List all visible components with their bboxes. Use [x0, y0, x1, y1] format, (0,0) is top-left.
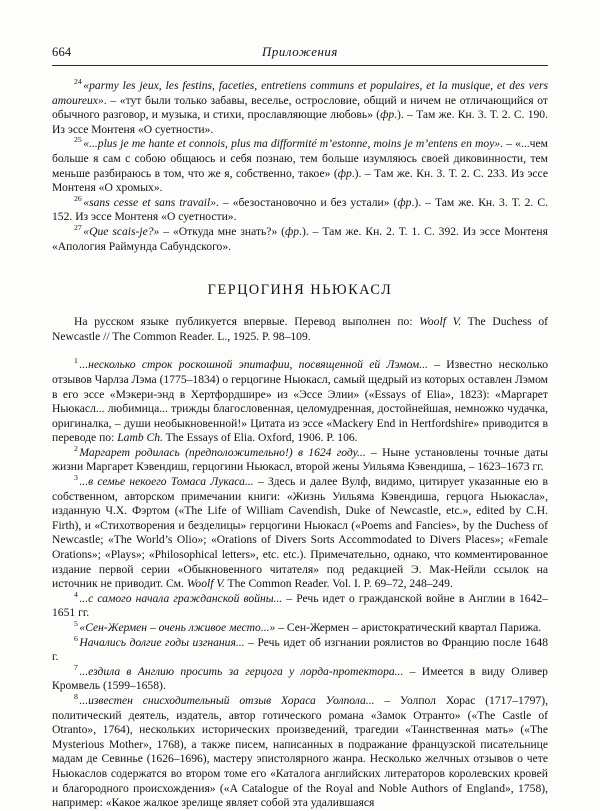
italic-run: ...ездила в Англию просить за герцога у лорда-протектора... — [79, 664, 404, 678]
italic-run: ...известен снисходительный отзыв Хораса Уолпола... — [79, 693, 375, 707]
footnote-marker: 8 — [74, 691, 78, 701]
footnote-marker: 3 — [74, 473, 78, 483]
running-head — [52, 36, 548, 66]
footnote-marker: 5 — [74, 619, 78, 628]
italic-run: фр — [285, 224, 300, 238]
italic-run: Начались долгие годы изгнания... — [79, 635, 245, 649]
text-run: The Common Reader. Vol. I. P. 69–72, 248–249. — [224, 577, 453, 591]
italic-run: ...несколько строк роскошной эпитафии, посвященной ей Лэмом... — [79, 358, 428, 372]
italic-run: Lamb Ch. — [117, 431, 163, 445]
italic-run: фр — [380, 108, 395, 122]
text-run: – Имеется в виду Оливер Кромвель (1599–1658). — [52, 664, 548, 693]
italic-run: ...с самого начала гражданской войны... — [79, 591, 283, 605]
text-run: . – «...чем больше я сам с собою общаюсь и себя познаю, тем больше изумляюсь своей диковинности, тем меньше разбираюсь в том, что же я, собственно, такое» ( — [52, 137, 548, 180]
italic-run: «sans cesse et sans travail» — [83, 195, 216, 209]
header-rule — [52, 65, 548, 66]
italic-run: «parmy les jeux, les festins, faceties, entretiens communs et populaires, et la musique, et des vers amoureux» — [52, 79, 548, 107]
footnote — [52, 193, 548, 225]
italic-run: «Que scais-je?» — [83, 224, 160, 238]
footnote — [52, 475, 548, 592]
text-run: .). – Там же. Кн. 2. Т. 1. С. 392. Из эссе Монтеня «Апология Раймунда Сабундского». — [52, 224, 548, 253]
footnote-marker: 27 — [74, 222, 82, 232]
text-run: . – «безостановочно и без устали» ( — [216, 195, 398, 209]
section-title: ГЕРЦОГИНЯ НЬЮКАСЛ — [207, 282, 393, 299]
italic-run: фр — [337, 166, 352, 180]
footnote-marker: 7 — [74, 662, 78, 672]
text-run: .). – Там же. Кн. 3. Т. 2. С. 152. Из эссе Монтеня «О суетности». — [52, 195, 548, 224]
italic-run: «Сен-Жермен – очень лживое место...» — [79, 621, 276, 634]
text-run: .). – Там же. Кн. 3. Т. 2. С. 190. Из эссе Монтеня «О суетности». — [52, 108, 549, 136]
footnote — [52, 443, 548, 475]
text-run: – Речь идет об изгнании роялистов во Францию после 1648 г. — [52, 635, 548, 664]
italic-run: Маргарет родилась (предположительно!) в 1624 году... — [79, 445, 366, 459]
italic-run: Woolf V. — [186, 577, 225, 591]
page-content — [52, 0, 548, 811]
text-run: – Ныне установлены точные даты жизни Маргарет Кэвендиш, герцогини Ньюкасл, второй жены Уильяма Кэвендиша, – 1623–1673 гг. — [52, 445, 548, 474]
source-note — [52, 315, 548, 344]
text-run: – Уолпол Хорас (1717–1797), политический деятель, издатель, автор готического романа «Замок Отранто» («The Castle of Otranto», 1764), нескольких исторических произведений, трагедии «Таинственная мать» («The Mysterious Mother», 1768), а также писем, написанных в подражание французской писательнице мадам де Севинье (1626–1696), мастеру эпистолярного жанра. Несколько желчных отзывов о чете Ньюкаслов содержатся во втором томе его «Каталога английских литераторов королевских кровей и благородного происхождения» («A Catalogue of the Royal and Noble Authors of England», 1758), например: «Какое жалкое зрелище являет собой эта удалившаяся — [52, 693, 548, 810]
text-run: – Известно несколько отзывов Чарлза Лэма (1775–1834) о герцогине Ньюкасл, самый щедрый из которых оставлен Лэмом в его эссе «Мэкери-энд в Хертфордшире» из «Эссе Элии» («Essays of Elia», 1823): «Маргарет Ньюкасл... любимица... трижды благословенная, целомудренная, достойнейшая, немножко чудачка, оригиналка, – души необыкновенной!» Цитата из эссе «Mackery End in Hertfordshire» приводится в переводе по: — [52, 358, 549, 445]
italic-run: «...plus je me hante et connois, plus ma difformité m’estonne, moins je m’entens en moy» — [83, 137, 501, 151]
text-run: The Duchess of Newcastle // The Common Reader. L., 1925. P. 98–109. — [52, 315, 548, 343]
footnote-marker: 24 — [74, 77, 82, 86]
italic-run: Woolf V. — [419, 315, 462, 329]
text-run: На русском языке публикуется впервые. Перевод выполнен по: — [74, 315, 420, 329]
footnote-marker: 26 — [74, 193, 82, 203]
main-footnotes-block — [52, 358, 548, 810]
footnote — [52, 633, 548, 665]
text-run: . – «тут были только забавы, веселье, острословие, общий и ничем не отличающийся от обычного разговор, и музыка, и стихи, прославляющие любовь» ( — [52, 93, 548, 122]
top-footnotes-block — [52, 79, 548, 254]
footnote-marker: 2 — [74, 443, 78, 453]
footnote — [52, 358, 548, 446]
page-number: 664 — [52, 45, 72, 59]
footnote-marker: 25 — [74, 135, 82, 145]
footnote-marker: 4 — [74, 589, 78, 599]
text-run: – Здесь и далее Вулф, видимо, цитирует указанные ею в собственном, авторском примечании книги: «Жизнь Уильяма Кэвендиша, герцога Ньюкасла», изданную Ч.Х. Фэртом («The Life of William Cavendish, Duke of Newcastle, etc.», edited by C.H. Firth), и «Стихотворения и безделицы» герцогини Ньюкасл («Poems and Fancies», by the Duchess of Newcastle; «The World’s Olio»; «Orations of Divers Sorts Accommodated to Divers Places»; «Female Orations»; «Plays»; «Philosophical letters», etc. etc.). Примечательно, однако, что комментированное издание первой серии «Обыкновенного читателя» под редакцией Э. Мак-Нейли ссылок на источник не приводит. См. — [52, 475, 549, 591]
footnote — [52, 79, 548, 137]
footnote-marker: 6 — [74, 633, 78, 643]
text-run: – Речь идет о гражданской войне в Англии в 1642–1651 гг. — [52, 591, 548, 620]
text-run: – «Откуда мне знать?» ( — [159, 224, 286, 238]
footnote — [52, 222, 548, 254]
italic-run: фр — [397, 195, 412, 209]
italic-run: ...в семье некоего Томаса Лукаса... — [79, 475, 254, 489]
footnote-marker: 1 — [74, 356, 78, 366]
text-run: – Сен-Жермен – аристократический квартал Парижа. — [275, 621, 542, 634]
text-run: .). – Там же. Кн. 3. Т. 2. С. 233. Из эссе Монтеня «О хромых». — [52, 166, 548, 195]
footnote — [52, 137, 548, 195]
running-head-title: Приложения — [262, 45, 338, 59]
footnote — [52, 691, 548, 811]
footnote — [52, 589, 548, 621]
text-run: The Essays of Elia. Oxford, 1906. P. 106. — [162, 431, 358, 445]
footnote — [52, 662, 548, 694]
footnote — [52, 621, 548, 636]
